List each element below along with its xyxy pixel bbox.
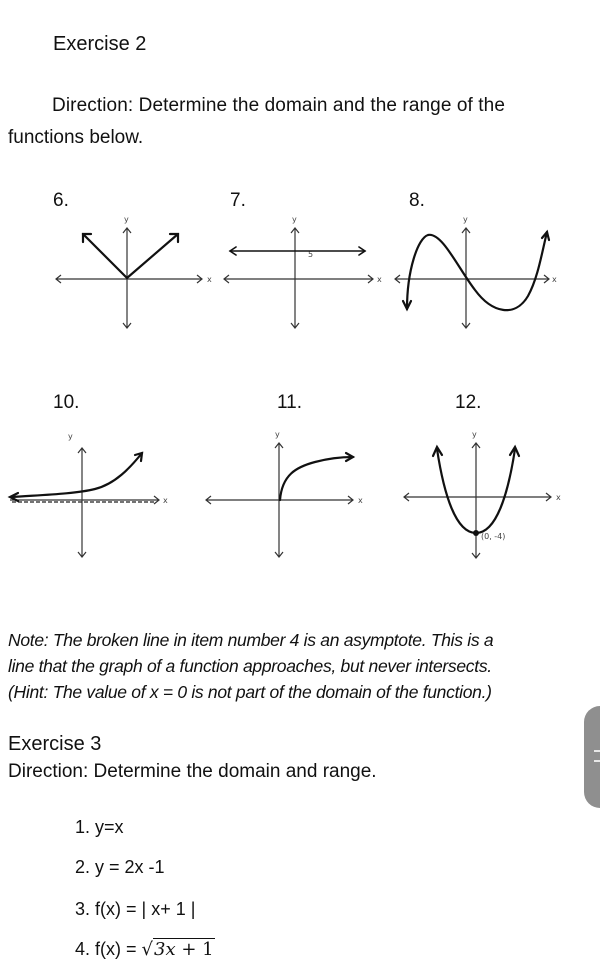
graph-6-y-label: y bbox=[124, 215, 129, 224]
item-number-10: 10. bbox=[53, 392, 80, 413]
graph-8-x-label: x bbox=[552, 275, 557, 284]
exercise-3-item-2: 2. y = 2x -1 bbox=[75, 857, 165, 877]
graph-8-y-label: y bbox=[463, 215, 468, 224]
exercise-2-title: Exercise 2 bbox=[53, 33, 147, 55]
radicand-variable: 3x bbox=[154, 939, 176, 960]
note-line-1: Note: The broken line in item number 4 is an asymptote. This is a bbox=[8, 630, 494, 650]
note-line-3: (Hint: The value of x = 0 is not part of the domain of the function.) bbox=[8, 682, 492, 702]
exercise-3-item-3: 3. f(x) = | x+ 1 | bbox=[75, 899, 196, 919]
graph-11-x-label: x bbox=[358, 496, 363, 505]
graph-10-y-label: y bbox=[68, 432, 73, 441]
handle-bar-icon-bottom bbox=[594, 760, 600, 762]
graph-6-x-label: x bbox=[207, 275, 212, 284]
radicand bbox=[153, 938, 215, 960]
item-number-6: 6. bbox=[53, 190, 69, 211]
item-number-12: 12. bbox=[455, 392, 482, 413]
item-4-prefix: 4. f(x) = bbox=[75, 939, 142, 959]
item-number-11: 11. bbox=[277, 392, 303, 413]
exercise-2-direction-line1: Direction: Determine the domain and the range of the bbox=[52, 95, 506, 116]
item-number-7: 7. bbox=[230, 190, 246, 211]
exercise-2-direction-line2: functions below. bbox=[8, 127, 144, 148]
graph-11-y-label: y bbox=[275, 430, 280, 439]
graph-7-y-label: y bbox=[292, 215, 297, 224]
graph-12-point-label: (0, -4) bbox=[481, 532, 506, 541]
handle-bar-icon-top bbox=[594, 750, 600, 752]
graph-12-x-label: x bbox=[556, 493, 561, 502]
radical-sign: √ bbox=[141, 939, 153, 960]
graph-10-x-label: x bbox=[163, 496, 168, 505]
graph-12-axes bbox=[404, 443, 551, 558]
exercise-3-item-4 bbox=[75, 939, 215, 960]
graph-12-y-label: y bbox=[472, 430, 477, 439]
graph-7-mark-label: 5 bbox=[308, 250, 314, 259]
exercise-3-item-1: 1. y=x bbox=[75, 817, 124, 837]
note-paragraph bbox=[8, 627, 588, 705]
graph-7-x-label: x bbox=[377, 275, 382, 284]
radicand-constant: + 1 bbox=[175, 939, 214, 960]
square-root-expression bbox=[142, 939, 215, 960]
exercise-3-direction: Direction: Determine the domain and range. bbox=[8, 761, 377, 782]
side-panel-handle[interactable] bbox=[584, 706, 600, 808]
item-number-8: 8. bbox=[409, 190, 425, 211]
exercise-3-title: Exercise 3 bbox=[8, 733, 102, 755]
note-line-2: line that the graph of a function approaches, but never intersects. bbox=[8, 656, 492, 676]
graph-12-vertex-point bbox=[473, 530, 479, 536]
